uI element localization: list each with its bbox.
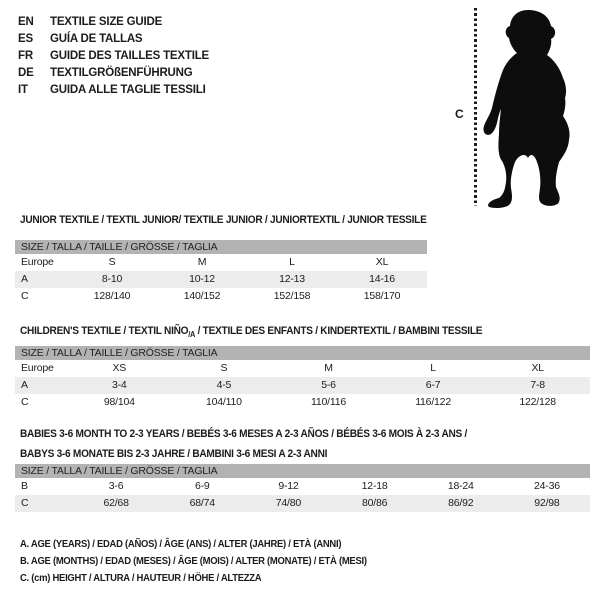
cell: L: [430, 362, 436, 374]
language-label: GUIDE DES TAILLES TEXTILE: [50, 50, 209, 62]
size-header-bar: SIZE / TALLA / TAILLE / GRÖSSE / TAGLIA: [15, 346, 590, 360]
cell: 12-13: [279, 273, 305, 285]
junior-table-title: JUNIOR TEXTILE / TEXTIL JUNIOR/ TEXTILE JUNIOR / JUNIORTEXTIL / JUNIOR TESSILE: [20, 214, 427, 226]
cell: 158/170: [363, 290, 401, 302]
cell: XS: [112, 362, 127, 374]
language-label: TEXTILE SIZE GUIDE: [50, 16, 163, 28]
children-table-title: [20, 325, 482, 339]
cell: 18-24: [447, 480, 474, 492]
cell: XL: [531, 362, 544, 374]
cell: 3-6: [108, 480, 124, 492]
cell: S: [108, 256, 116, 268]
cell: 6-7: [425, 379, 441, 391]
row-label: A: [21, 273, 28, 285]
cell: 104/110: [206, 396, 242, 408]
language-code: FR: [18, 50, 33, 62]
cell: 98/104: [103, 396, 135, 408]
table-row: [15, 271, 427, 288]
cell: 7-8: [530, 379, 545, 391]
language-label: GUIDA ALLE TAGLIE TESSILI: [50, 84, 206, 96]
cell: 4-5: [216, 379, 232, 391]
height-measure-label: C: [455, 107, 464, 121]
language-row-it: [18, 82, 209, 99]
cell: 8-10: [101, 273, 123, 285]
cell: 122/128: [519, 396, 556, 408]
row-label: C: [21, 396, 29, 408]
footnote-c: C. (cm) HEIGHT / ALTURA / HAUTEUR / HÖHE / ALTEZZA: [20, 572, 262, 584]
cell: 92/98: [534, 497, 560, 509]
cell: 12-18: [361, 480, 388, 492]
cell: 74/80: [275, 497, 302, 509]
table-row: [15, 495, 590, 512]
babies-table-title: [20, 424, 467, 464]
cell: M: [324, 362, 333, 374]
footnotes: [20, 536, 367, 587]
cell: 116/122: [415, 396, 451, 408]
height-dashed-line: [474, 8, 477, 206]
cell: 86/92: [448, 497, 474, 509]
cell: M: [197, 256, 207, 268]
cell: 6-9: [194, 480, 210, 492]
table-row: [15, 394, 590, 411]
table-row: [15, 478, 590, 495]
size-header-bar: SIZE / TALLA / TAILLE / GRÖSSE / TAGLIA: [15, 464, 590, 478]
row-label: C: [21, 290, 29, 302]
language-code: ES: [18, 33, 33, 45]
language-row-es: [18, 31, 209, 48]
language-list: [18, 14, 209, 99]
row-label: B: [21, 480, 28, 492]
cell: 62/68: [103, 497, 129, 509]
cell: 140/152: [183, 290, 221, 302]
children-title-sub: /A: [188, 330, 196, 340]
footnote-b: B. AGE (MONTHS) / EDAD (MESES) / ÂGE (MOIS) / ALTER (MONATE) / ETÀ (MESI): [20, 555, 367, 567]
language-code: EN: [18, 16, 34, 28]
cell: 3-4: [112, 379, 127, 391]
row-label: C: [21, 497, 29, 509]
table-row: [15, 288, 427, 305]
cell: 10-12: [189, 273, 215, 285]
cell: 110/116: [310, 396, 346, 408]
language-label: GUÍA DE TALLAS: [50, 33, 143, 45]
junior-size-table: [15, 240, 427, 305]
baby-silhouette-icon: [483, 10, 573, 208]
babies-title-line1: BABIES 3-6 MONTH TO 2-3 YEARS / BEBÉS 3-6 MESES A 2-3 AÑOS / BÉBÉS 3-6 MOIS À 2-3 ANS /: [20, 428, 468, 440]
children-title-pre: CHILDREN'S TEXTILE / TEXTIL NIÑO: [20, 325, 189, 337]
row-label: A: [21, 379, 28, 391]
table-row: [15, 254, 427, 271]
language-code: DE: [18, 67, 34, 79]
cell: S: [220, 362, 228, 374]
cell: 24-36: [534, 480, 560, 492]
children-size-table: [15, 346, 590, 411]
cell: L: [289, 256, 295, 268]
cell: 152/158: [273, 290, 311, 302]
footnote-a: A. AGE (YEARS) / EDAD (AÑOS) / ÂGE (ANS) / ALTER (JAHRE) / ETÀ (ANNI): [20, 538, 342, 550]
cell: 80/86: [361, 497, 388, 509]
table-row: [15, 377, 590, 394]
children-title-post: / TEXTILE DES ENFANTS / KINDERTEXTIL / BAMBINI TESSILE: [195, 325, 483, 337]
cell: 128/140: [93, 290, 131, 302]
cell: XL: [375, 256, 389, 268]
babies-size-table: [15, 464, 590, 512]
language-label: TEXTILGRÖßENFÜHRUNG: [50, 67, 193, 79]
table-row: [15, 360, 590, 377]
babies-title-line2: BABYS 3-6 MONATE BIS 2-3 JAHRE / BAMBINI 3-6 MESI A 2-3 ANNI: [20, 448, 328, 460]
language-row-de: [18, 65, 209, 82]
cell: 68/74: [189, 497, 215, 509]
cell: 5-6: [321, 379, 336, 391]
language-code: IT: [18, 84, 28, 96]
cell: 9-12: [278, 480, 299, 492]
language-row-fr: [18, 48, 209, 65]
cell: 14-16: [369, 273, 395, 285]
size-header-bar: SIZE / TALLA / TAILLE / GRÖSSE / TAGLIA: [15, 240, 427, 254]
row-label: Europe: [21, 362, 54, 374]
row-label: Europe: [21, 256, 54, 268]
language-row-en: [18, 14, 209, 31]
